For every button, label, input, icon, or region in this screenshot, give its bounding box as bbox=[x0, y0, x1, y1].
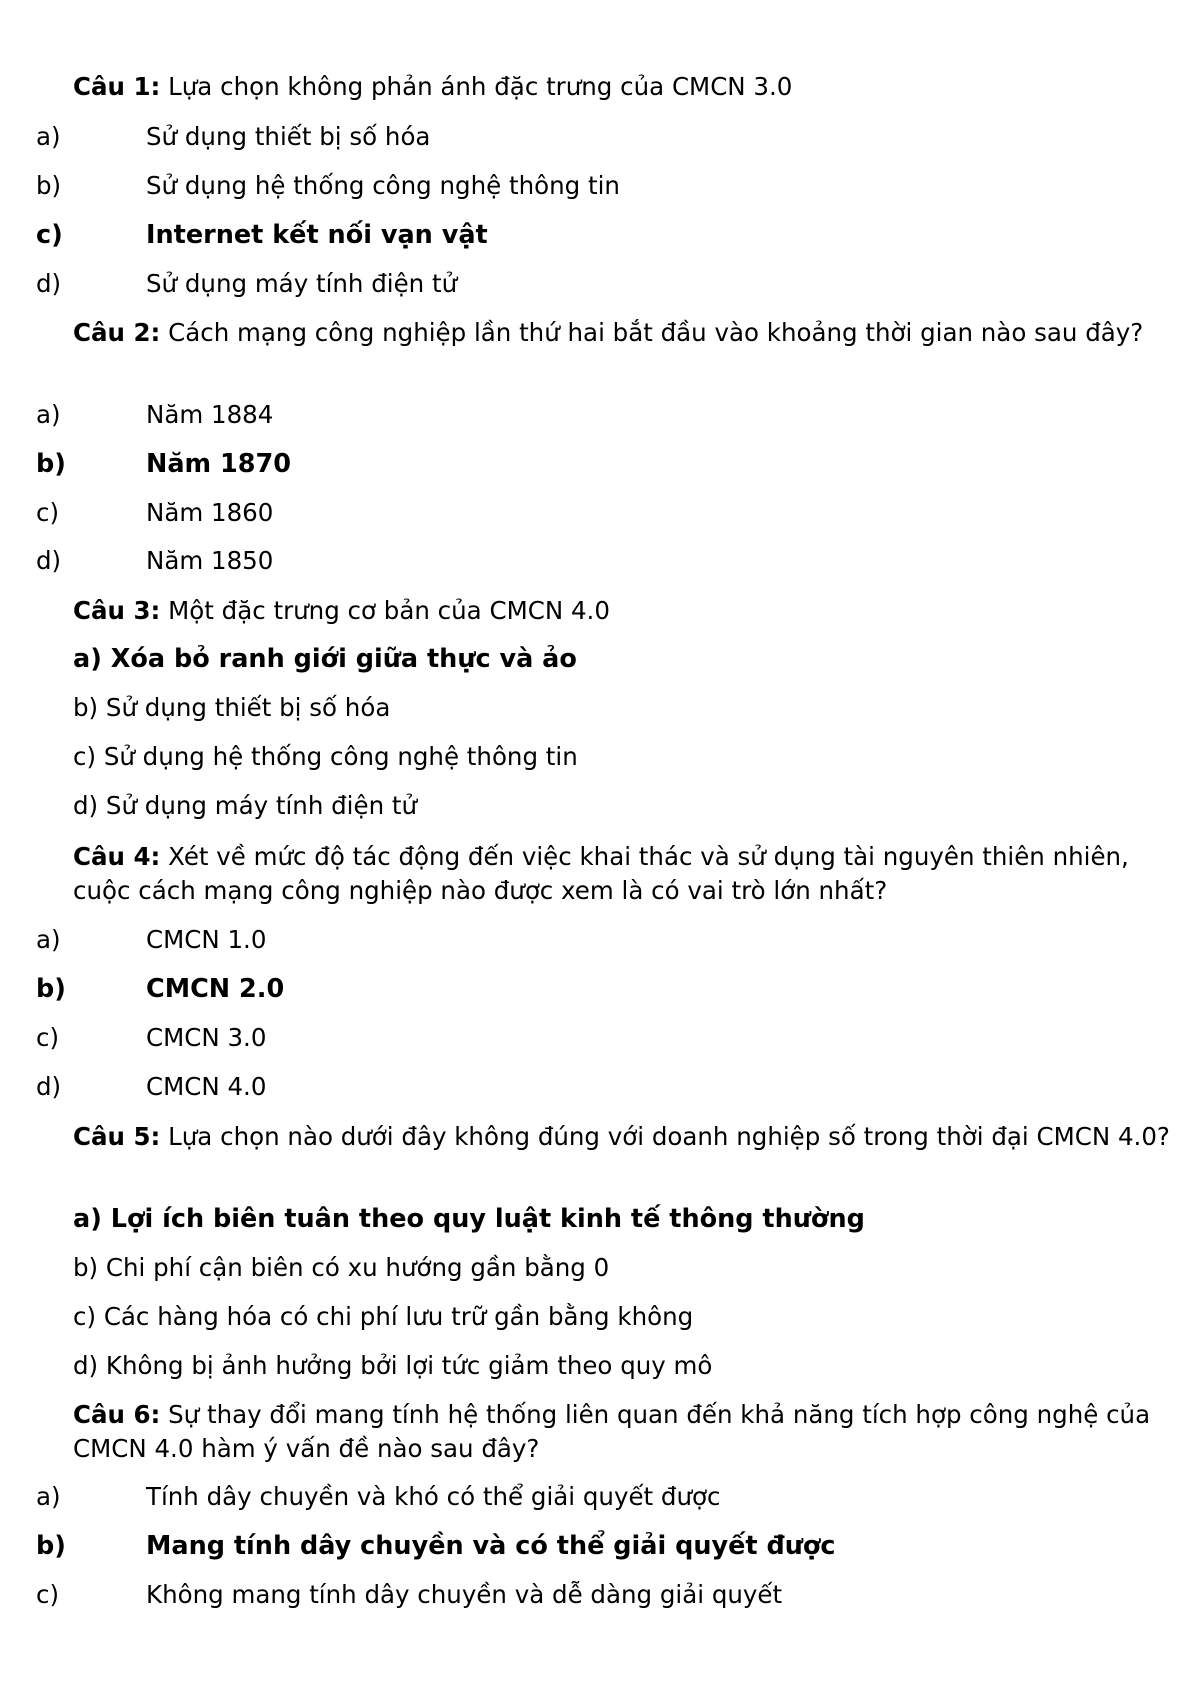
q4-option-b-answer: CMCN 2.0 bbox=[146, 974, 285, 1004]
q3-option-a-answer: a) Xóa bỏ ranh giới giữa thực và ảo bbox=[73, 644, 577, 674]
q6-option-a-marker: a) bbox=[36, 1482, 61, 1511]
q3-option-d: d) Sử dụng máy tính điện tử bbox=[73, 791, 418, 820]
question-3-label: Câu 3: bbox=[73, 596, 161, 625]
question-4 bbox=[73, 840, 1188, 908]
q1-option-c-marker: c) bbox=[36, 220, 63, 250]
q2-option-c: Năm 1860 bbox=[146, 498, 274, 527]
question-2-label: Câu 2: bbox=[73, 318, 161, 347]
q1-option-c-answer: Internet kết nối vạn vật bbox=[146, 220, 488, 250]
q3-option-b: b) Sử dụng thiết bị số hóa bbox=[73, 693, 391, 722]
question-3 bbox=[73, 594, 1188, 628]
question-4-text: Xét về mức độ tác động đến việc khai thác và sử dụng tài nguyên thiên nhiên, cuộc cách mạng công nghiệp nào được xem là có vai trò lớn nhất? bbox=[73, 842, 1129, 905]
question-5-text: Lựa chọn nào dưới đây không đúng với doanh nghiệp số trong thời đại CMCN 4.0? bbox=[160, 1122, 1170, 1151]
question-4-label: Câu 4: bbox=[73, 842, 161, 871]
question-6-label: Câu 6: bbox=[73, 1400, 161, 1429]
question-6-text: Sự thay đổi mang tính hệ thống liên quan đến khả năng tích hợp công nghệ của CMCN 4.0 hàm ý vấn đề nào sau đây? bbox=[73, 1400, 1151, 1463]
q5-option-d: d) Không bị ảnh hưởng bởi lợi tức giảm theo quy mô bbox=[73, 1351, 713, 1380]
q1-option-a: Sử dụng thiết bị số hóa bbox=[146, 122, 431, 151]
question-2 bbox=[73, 316, 1188, 350]
q4-option-c: CMCN 3.0 bbox=[146, 1023, 267, 1052]
q2-option-c-marker: c) bbox=[36, 498, 60, 527]
question-2-text: Cách mạng công nghiệp lần thứ hai bắt đầu vào khoảng thời gian nào sau đây? bbox=[160, 318, 1144, 347]
question-1-text: Lựa chọn không phản ánh đặc trưng của CMCN 3.0 bbox=[160, 72, 793, 101]
q2-option-b-answer: Năm 1870 bbox=[146, 449, 291, 479]
q2-option-a: Năm 1884 bbox=[146, 400, 274, 429]
q6-option-a: Tính dây chuyền và khó có thể giải quyết được bbox=[146, 1482, 721, 1511]
q1-option-b: Sử dụng hệ thống công nghệ thông tin bbox=[146, 171, 620, 200]
q6-option-c: Không mang tính dây chuyền và dễ dàng giải quyết bbox=[146, 1580, 783, 1609]
q4-option-c-marker: c) bbox=[36, 1023, 60, 1052]
q1-option-a-marker: a) bbox=[36, 122, 61, 151]
q2-option-a-marker: a) bbox=[36, 400, 61, 429]
q1-option-d-marker: d) bbox=[36, 269, 62, 298]
q2-option-d-marker: d) bbox=[36, 546, 62, 575]
question-6 bbox=[73, 1398, 1188, 1466]
question-1-label: Câu 1: bbox=[73, 72, 161, 101]
q2-option-d: Năm 1850 bbox=[146, 546, 274, 575]
q5-option-c: c) Các hàng hóa có chi phí lưu trữ gần bằng không bbox=[73, 1302, 694, 1331]
q6-option-c-marker: c) bbox=[36, 1580, 60, 1609]
question-5-label: Câu 5: bbox=[73, 1122, 161, 1151]
q4-option-b-marker: b) bbox=[36, 974, 66, 1004]
q4-option-a: CMCN 1.0 bbox=[146, 925, 267, 954]
question-3-text: Một đặc trưng cơ bản của CMCN 4.0 bbox=[160, 596, 610, 625]
q5-option-a-answer: a) Lợi ích biên tuân theo quy luật kinh tế thông thường bbox=[73, 1204, 865, 1234]
q4-option-d-marker: d) bbox=[36, 1072, 62, 1101]
q4-option-a-marker: a) bbox=[36, 925, 61, 954]
q5-option-b: b) Chi phí cận biên có xu hướng gần bằng 0 bbox=[73, 1253, 610, 1282]
q4-option-d: CMCN 4.0 bbox=[146, 1072, 267, 1101]
q1-option-b-marker: b) bbox=[36, 171, 62, 200]
q3-option-c: c) Sử dụng hệ thống công nghệ thông tin bbox=[73, 742, 578, 771]
question-1 bbox=[73, 70, 1188, 104]
q6-option-b-marker: b) bbox=[36, 1531, 66, 1561]
question-5 bbox=[73, 1120, 1188, 1154]
q1-option-d: Sử dụng máy tính điện tử bbox=[146, 269, 458, 298]
q6-option-b-answer: Mang tính dây chuyền và có thể giải quyết được bbox=[146, 1531, 836, 1561]
q2-option-b-marker: b) bbox=[36, 449, 66, 479]
